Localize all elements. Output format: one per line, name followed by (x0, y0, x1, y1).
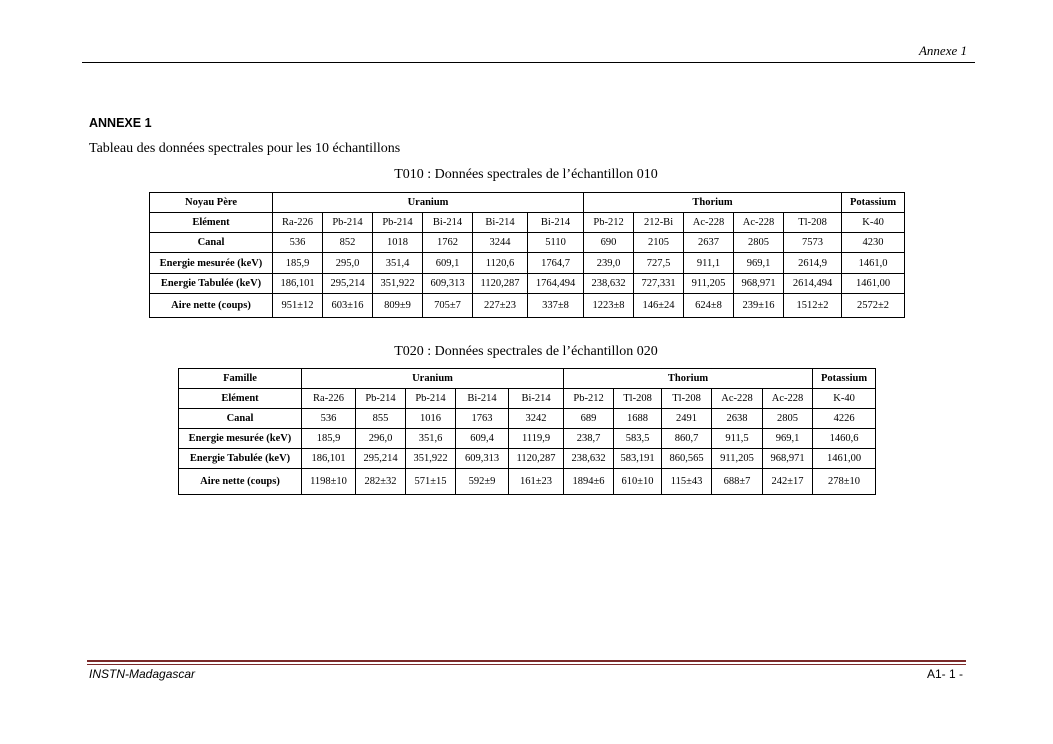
table-cell: 689 (564, 409, 614, 429)
table-cell: 1016 (406, 409, 456, 429)
table-cell: 1461,0 (842, 253, 905, 274)
table-cell: 351,922 (406, 449, 456, 469)
table-cell: Ac-228 (734, 213, 784, 233)
table-cell: 1018 (373, 233, 423, 253)
table-row (150, 253, 905, 274)
table-cell: 2805 (734, 233, 784, 253)
table-cell: Bi-214 (473, 213, 528, 233)
table-cell: Ac-228 (684, 213, 734, 233)
table-cell: 238,632 (564, 449, 614, 469)
table-cell: Tl-208 (662, 389, 712, 409)
table-cell: 185,9 (302, 429, 356, 449)
row-label-cell: Aire nette (coups) (179, 469, 302, 495)
table-cell: Bi-214 (528, 213, 584, 233)
table-cell: 860,7 (662, 429, 712, 449)
footer-rule-thin (87, 664, 966, 665)
table-cell: 3244 (473, 233, 528, 253)
table-cell: K-40 (842, 213, 905, 233)
table-cell: 969,1 (734, 253, 784, 274)
table-cell: Pb-214 (356, 389, 406, 409)
row-label-cell: Aire nette (coups) (150, 294, 273, 318)
table-cell: Pb-214 (373, 213, 423, 233)
table-cell: 968,971 (734, 274, 784, 294)
table-cell: 610±10 (614, 469, 662, 495)
table-cell: 351,6 (406, 429, 456, 449)
table-row (150, 274, 905, 294)
footer-rule (87, 660, 966, 662)
table-cell: 4226 (813, 409, 876, 429)
table-cell: Ra-226 (302, 389, 356, 409)
table-cell: 351,922 (373, 274, 423, 294)
group-header-cell: Uranium (273, 193, 584, 213)
row-label-cell: Energie mesurée (keV) (150, 253, 273, 274)
table-cell: 282±32 (356, 469, 406, 495)
table-cell: 242±17 (763, 469, 813, 495)
table-cell: 1764,494 (528, 274, 584, 294)
table-cell: 1894±6 (564, 469, 614, 495)
group-label-cell: Famille (179, 369, 302, 389)
group-header-cell: Thorium (564, 369, 813, 389)
table-cell: 185,9 (273, 253, 323, 274)
table-cell: 2614,9 (784, 253, 842, 274)
table-cell: 2805 (763, 409, 813, 429)
row-label-cell: Elément (179, 389, 302, 409)
table-cell: 115±43 (662, 469, 712, 495)
row-label-cell: Energie mesurée (keV) (179, 429, 302, 449)
table-cell: 809±9 (373, 294, 423, 318)
table-cell: Bi-214 (456, 389, 509, 409)
table-cell: 1512±2 (784, 294, 842, 318)
group-label-cell: Noyau Père (150, 193, 273, 213)
table-cell: 5110 (528, 233, 584, 253)
spectral-table-010 (149, 192, 905, 318)
table-cell: 227±23 (473, 294, 528, 318)
table-cell: 239,0 (584, 253, 634, 274)
table-cell: 7573 (784, 233, 842, 253)
table-cell: 705±7 (423, 294, 473, 318)
header-rule (82, 62, 975, 63)
table-cell: 238,632 (584, 274, 634, 294)
table-cell: 1763 (456, 409, 509, 429)
table-cell: 1762 (423, 233, 473, 253)
table-row (179, 389, 876, 409)
table-cell: 1120,6 (473, 253, 528, 274)
table-cell: 2638 (712, 409, 763, 429)
table-cell: Ac-228 (712, 389, 763, 409)
group-header-cell: Thorium (584, 193, 842, 213)
table-cell: 186,101 (302, 449, 356, 469)
table-cell: 609,1 (423, 253, 473, 274)
table-cell: 1764,7 (528, 253, 584, 274)
table-cell: 727,331 (634, 274, 684, 294)
footer-institution: INSTN-Madagascar (89, 667, 196, 681)
table-cell: 583,191 (614, 449, 662, 469)
table-cell: 1120,287 (473, 274, 528, 294)
table-caption-010: T010 : Données spectrales de l’échantillon 010 (394, 167, 658, 182)
table-row (179, 449, 876, 469)
table-cell: Bi-214 (423, 213, 473, 233)
table-cell: Pb-212 (584, 213, 634, 233)
table-cell: 609,313 (456, 449, 509, 469)
running-header: Annexe 1 (918, 43, 967, 58)
table-cell: 1460,6 (813, 429, 876, 449)
table-cell: 603±16 (323, 294, 373, 318)
table-cell: 911,1 (684, 253, 734, 274)
table-cell: 351,4 (373, 253, 423, 274)
table-cell: 161±23 (509, 469, 564, 495)
table-cell: 727,5 (634, 253, 684, 274)
table-cell: 296,0 (356, 429, 406, 449)
table-cell: 337±8 (528, 294, 584, 318)
table-cell: 624±8 (684, 294, 734, 318)
table-row (150, 294, 905, 318)
table-cell: 238,7 (564, 429, 614, 449)
table-row (179, 469, 876, 495)
table-cell: 295,214 (323, 274, 373, 294)
table-cell: 536 (302, 409, 356, 429)
table-cell: K-40 (813, 389, 876, 409)
table-cell: 688±7 (712, 469, 763, 495)
table-cell: 951±12 (273, 294, 323, 318)
table-cell: Pb-214 (323, 213, 373, 233)
table-cell: 3242 (509, 409, 564, 429)
table-cell: 146±24 (634, 294, 684, 318)
table-cell: 1688 (614, 409, 662, 429)
table-cell: Pb-214 (406, 389, 456, 409)
table-cell: 2614,494 (784, 274, 842, 294)
table-cell: 911,5 (712, 429, 763, 449)
table-cell: Ra-226 (273, 213, 323, 233)
table-cell: 571±15 (406, 469, 456, 495)
intro-text: Tableau des données spectrales pour les 10 échantillons (89, 141, 401, 156)
group-header-cell: Potassium (813, 369, 876, 389)
page-number: A1- 1 - (926, 667, 963, 681)
table-cell: 690 (584, 233, 634, 253)
row-label-cell: Energie Tabulée (keV) (150, 274, 273, 294)
row-label-cell: Elément (150, 213, 273, 233)
table-cell: 860,565 (662, 449, 712, 469)
table-cell: 855 (356, 409, 406, 429)
table-cell: 212-Bi (634, 213, 684, 233)
table-cell: Tl-208 (784, 213, 842, 233)
table-cell: 592±9 (456, 469, 509, 495)
table-cell: Ac-228 (763, 389, 813, 409)
table-cell: 969,1 (763, 429, 813, 449)
section-heading: ANNEXE 1 (89, 116, 152, 130)
table-cell: 239±16 (734, 294, 784, 318)
table-cell: 4230 (842, 233, 905, 253)
table-row (179, 429, 876, 449)
row-label-cell: Canal (150, 233, 273, 253)
table-cell: 295,0 (323, 253, 373, 274)
table-cell: 2105 (634, 233, 684, 253)
table-cell: 536 (273, 233, 323, 253)
table-cell: 609,4 (456, 429, 509, 449)
table-cell: 186,101 (273, 274, 323, 294)
table-cell: Pb-212 (564, 389, 614, 409)
table-row (150, 233, 905, 253)
group-header-cell: Uranium (302, 369, 564, 389)
table-cell: 968,971 (763, 449, 813, 469)
table-cell: 1461,00 (842, 274, 905, 294)
table-cell: 2637 (684, 233, 734, 253)
table-cell: 278±10 (813, 469, 876, 495)
table-cell: 1119,9 (509, 429, 564, 449)
table-cell: 2491 (662, 409, 712, 429)
table-row (150, 213, 905, 233)
table-cell: 609,313 (423, 274, 473, 294)
table-cell: 852 (323, 233, 373, 253)
table-row (179, 409, 876, 429)
table-cell: Bi-214 (509, 389, 564, 409)
spectral-table-020 (178, 368, 876, 495)
table-cell: 1198±10 (302, 469, 356, 495)
row-label-cell: Energie Tabulée (keV) (179, 449, 302, 469)
table-cell: 1120,287 (509, 449, 564, 469)
table-cell: 911,205 (712, 449, 763, 469)
table-cell: 583,5 (614, 429, 662, 449)
table-cell: 911,205 (684, 274, 734, 294)
row-label-cell: Canal (179, 409, 302, 429)
table-cell: Tl-208 (614, 389, 662, 409)
table-cell: 295,214 (356, 449, 406, 469)
table-cell: 1223±8 (584, 294, 634, 318)
table-cell: 2572±2 (842, 294, 905, 318)
table-cell: 1461,00 (813, 449, 876, 469)
table-caption-020: T020 : Données spectrales de l’échantillon 020 (394, 344, 658, 359)
group-header-cell: Potassium (842, 193, 905, 213)
